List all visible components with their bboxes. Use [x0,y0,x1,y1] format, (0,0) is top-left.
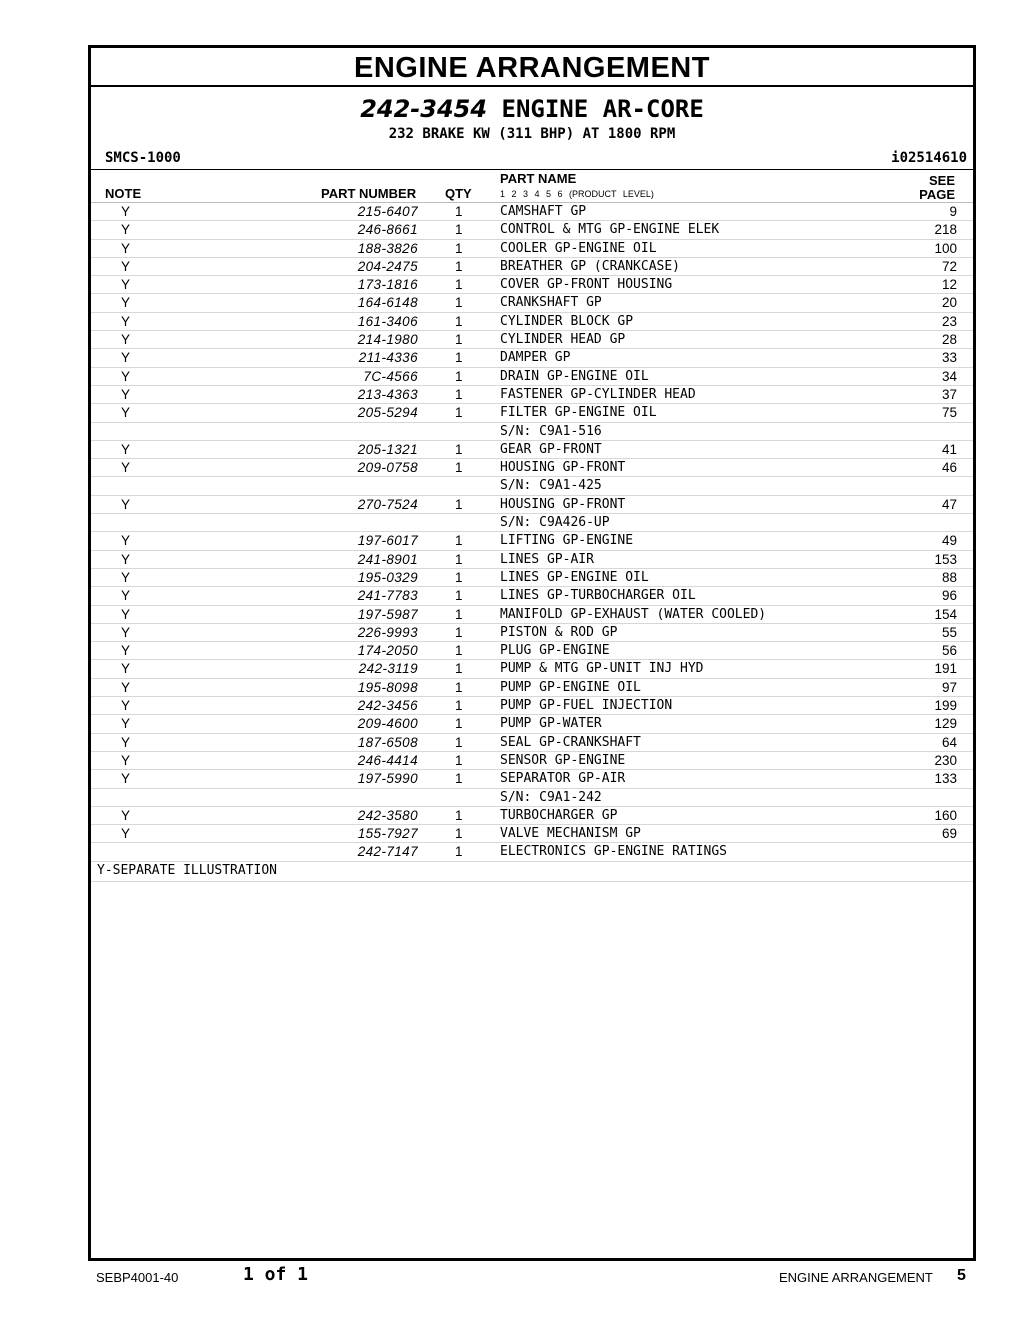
see-page-cell: 72 [941,258,957,274]
table-row [91,221,973,239]
table-row [91,624,973,642]
note-cell: Y [121,277,131,293]
note-cell: Y [121,460,131,476]
note-cell: Y [121,386,131,402]
table-row [91,642,973,660]
part-name-cell: CAMSHAFT GP [500,204,587,219]
qty-cell: 1 [455,460,463,476]
part-number-cell: 209-4600 [357,716,418,732]
table-row [91,459,973,477]
part-number-cell: 7C-4566 [363,368,418,384]
note-cell: Y [121,551,131,567]
part-number-cell: 270-7524 [357,496,418,512]
column-product-level: 1 2 3 4 5 6 (PRODUCT LEVEL) [500,189,654,199]
table-row [91,441,973,459]
note-cell: Y [121,405,131,421]
qty-cell: 1 [455,698,463,714]
qty-cell: 1 [455,332,463,348]
part-number-cell: 241-8901 [357,551,418,567]
qty-cell: 1 [455,295,463,311]
qty-cell: 1 [455,624,463,640]
qty-cell: 1 [455,204,463,219]
part-number-cell: 164-6148 [357,295,418,311]
qty-cell: 1 [455,826,463,842]
qty-cell: 1 [455,222,463,238]
part-name-cell: VALVE MECHANISM GP [500,826,641,842]
column-part-number: PART NUMBER [321,186,417,201]
part-number-cell: 242-3456 [357,698,418,714]
table-row [91,349,973,367]
qty-cell: 1 [455,844,463,860]
note-cell: Y [121,258,131,274]
note-cell: Y [121,606,131,622]
part-name-cell: CRANKSHAFT GP [500,295,602,311]
table-row [91,679,973,697]
page-title: ENGINE ARRANGEMENT [91,48,973,87]
part-name-cell: DAMPER GP [500,350,571,366]
part-name-cell: PUMP GP-FUEL INJECTION [500,698,673,714]
see-page-cell: 69 [941,826,957,842]
qty-cell: 1 [455,496,463,512]
see-page-cell: 41 [941,441,957,457]
note-cell: Y [121,240,131,256]
part-number-cell: 195-0329 [357,569,418,585]
see-page-cell: 37 [941,386,957,402]
note-cell: Y [121,661,131,677]
part-number-cell: 155-7927 [357,826,418,842]
note-cell: Y [121,441,131,457]
assembly-name: ENGINE AR-CORE [501,95,704,123]
part-name-cell: SEAL GP-CRANKSHAFT [500,734,641,750]
qty-cell: 1 [455,368,463,384]
qty-cell: 1 [455,277,463,293]
part-number-cell: 242-7147 [357,844,418,860]
see-page-cell: 75 [941,405,957,421]
qty-cell: 1 [455,569,463,585]
part-name-cell: S/N: C9A426-UP [500,515,610,531]
part-number-cell: 246-4414 [357,752,418,768]
part-name-cell: CYLINDER HEAD GP [500,332,626,348]
table-row [91,258,973,276]
part-number-cell: 205-1321 [357,441,418,457]
table-row [91,368,973,386]
see-page-cell: 56 [941,643,957,659]
table-row [91,514,973,532]
see-page-cell: 100 [934,240,957,256]
note-cell: Y [121,332,131,348]
part-number-cell: 197-6017 [357,533,418,549]
note-cell: Y [121,350,131,366]
table-row [91,313,973,331]
table-row [91,752,973,770]
part-name-cell: LINES GP-AIR [500,551,594,567]
part-name-cell: ELECTRONICS GP-ENGINE RATINGS [500,844,727,860]
qty-cell: 1 [455,716,463,732]
table-row [91,770,973,788]
part-name-cell: GEAR GP-FRONT [500,441,602,457]
qty-cell: 1 [455,441,463,457]
part-name-cell: CYLINDER BLOCK GP [500,313,634,329]
see-page-cell: 88 [941,569,957,585]
see-page-cell: 33 [941,350,957,366]
table-row [91,587,973,605]
part-number-cell: 214-1980 [357,332,418,348]
note-cell: Y [121,734,131,750]
part-number-cell: 215-6407 [357,204,418,219]
table-row [91,404,973,422]
column-note: NOTE [105,186,142,201]
qty-cell: 1 [455,386,463,402]
table-row [91,715,973,733]
see-page-cell: 12 [941,277,957,293]
qty-cell: 1 [455,240,463,256]
qty-cell: 1 [455,661,463,677]
part-number-cell: 242-3119 [358,661,418,677]
see-page-cell: 230 [934,752,957,768]
part-name-cell: S/N: C9A1-516 [500,423,602,439]
qty-cell: 1 [455,551,463,567]
assembly-title [91,95,973,123]
note-cell: Y [121,752,131,768]
table-row [91,807,973,825]
table-row [91,660,973,678]
part-name-cell: LINES GP-TURBOCHARGER OIL [500,588,696,604]
part-name-cell: LIFTING GP-ENGINE [500,533,634,549]
note-cell: Y [121,716,131,732]
table-row [91,551,973,569]
part-number-cell: 173-1816 [357,277,418,293]
note-cell: Y [121,826,131,842]
qty-cell: 1 [455,807,463,823]
part-number-cell: 187-6508 [357,734,418,750]
qty-cell: 1 [455,588,463,604]
see-page-cell: 154 [934,606,957,622]
part-number-cell: 209-0758 [357,460,418,476]
part-name-cell: COVER GP-FRONT HOUSING [500,277,673,293]
part-name-cell: HOUSING GP-FRONT [500,460,626,476]
see-page-cell: 47 [941,496,957,512]
note-cell: Y [121,222,131,238]
table-row [91,606,973,624]
qty-cell: 1 [455,606,463,622]
qty-cell: 1 [455,752,463,768]
table-header [91,169,973,203]
table-row [91,734,973,752]
note-cell: Y [121,588,131,604]
table-row [91,477,973,495]
note-cell: Y [121,295,131,311]
see-page-cell: 9 [949,204,957,219]
table-row [91,331,973,349]
column-page: PAGE [919,187,955,202]
section-name: ENGINE ARRANGEMENT [779,1270,933,1285]
illustration-ref: i02514610 [891,150,967,166]
note-cell: Y [121,698,131,714]
reference-row [91,147,973,169]
table-row [91,276,973,294]
part-name-cell: PUMP GP-ENGINE OIL [500,679,641,695]
part-name-cell: LINES GP-ENGINE OIL [500,569,649,585]
part-name-cell: S/N: C9A1-242 [500,789,602,805]
part-name-cell: HOUSING GP-FRONT [500,496,626,512]
see-page-cell: 20 [941,295,957,311]
see-page-cell: 160 [934,807,957,823]
table-row [91,386,973,404]
engine-rating: 232 BRAKE KW (311 BHP) AT 1800 RPM [388,126,676,142]
qty-cell: 1 [455,350,463,366]
note-cell: Y [121,771,131,787]
note-cell: Y [121,496,131,512]
see-page-cell: 96 [941,588,957,604]
see-page-cell: 23 [941,313,957,329]
table-row [91,789,973,807]
see-page-cell: 55 [941,624,957,640]
note-cell: Y [121,807,131,823]
part-name-cell: COOLER GP-ENGINE OIL [500,240,657,256]
see-page-cell: 218 [934,222,957,238]
part-name-cell: MANIFOLD GP-EXHAUST (WATER COOLED) [500,606,767,622]
part-name-cell: FASTENER GP-CYLINDER HEAD [500,386,696,402]
see-page-cell: 28 [941,332,957,348]
qty-cell: 1 [455,313,463,329]
part-name-cell: SEPARATOR GP-AIR [500,771,626,787]
parts-table-body [91,203,973,862]
part-name-cell: FILTER GP-ENGINE OIL [500,405,657,421]
table-row [91,843,973,861]
see-page-cell: 64 [941,734,957,750]
qty-cell: 1 [455,679,463,695]
note-cell: Y [121,313,131,329]
document-id: SEBP4001-40 [96,1270,179,1285]
see-page-cell: 199 [934,698,957,714]
part-number-cell: 226-9993 [357,624,418,640]
note-cell: Y [121,204,131,219]
note-cell: Y [121,533,131,549]
column-see: SEE [928,173,955,188]
note-cell: Y [121,368,131,384]
part-number-cell: 213-4363 [357,386,418,402]
part-name-cell: PLUG GP-ENGINE [500,643,610,659]
part-name-cell: DRAIN GP-ENGINE OIL [500,368,649,384]
table-row [91,532,973,550]
part-name-cell: TURBOCHARGER GP [500,807,618,823]
page-number: 5 [957,1267,966,1284]
note-cell: Y [121,569,131,585]
see-page-cell: 129 [934,716,957,732]
footnote-row [91,862,973,882]
table-row [91,423,973,441]
part-number-cell: 205-5294 [357,405,418,421]
page-count: 1 of 1 [243,1264,309,1285]
part-name-cell: PUMP GP-WATER [500,716,602,732]
part-number-cell: 246-8661 [357,222,418,238]
note-cell: Y [121,643,131,659]
part-number-cell: 174-2050 [357,643,418,659]
table-row [91,203,973,221]
part-number-cell: 197-5987 [357,606,418,622]
qty-cell: 1 [455,771,463,787]
column-qty: QTY [445,186,472,201]
qty-cell: 1 [455,533,463,549]
see-page-cell: 49 [941,533,957,549]
table-row [91,496,973,514]
note-cell: Y [121,624,131,640]
part-name-cell: SENSOR GP-ENGINE [500,752,626,768]
parts-list-frame [88,45,976,1261]
see-page-cell: 34 [941,368,957,384]
qty-cell: 1 [455,405,463,421]
page-footer [0,1262,1020,1292]
footnote: Y-SEPARATE ILLUSTRATION [97,862,278,878]
column-part-name: PART NAME [500,171,577,186]
qty-cell: 1 [455,643,463,659]
assembly-part-number: 242-3454 [360,95,488,123]
note-cell: Y [121,679,131,695]
see-page-cell: 46 [941,460,957,476]
table-row [91,697,973,715]
part-number-cell: 188-3826 [357,240,418,256]
table-row [91,294,973,312]
part-number-cell: 161-3406 [357,313,418,329]
table-row [91,569,973,587]
smcs-code: SMCS-1000 [105,150,181,166]
see-page-cell: 153 [934,551,957,567]
see-page-cell: 133 [934,771,957,787]
part-number-cell: 195-8098 [357,679,418,695]
part-number-cell: 204-2475 [357,258,418,274]
part-number-cell: 241-7783 [357,588,418,604]
part-name-cell: S/N: C9A1-425 [500,478,602,494]
part-name-cell: PUMP & MTG GP-UNIT INJ HYD [500,661,704,677]
qty-cell: 1 [455,258,463,274]
part-number-cell: 242-3580 [357,807,418,823]
part-name-cell: BREATHER GP (CRANKCASE) [500,258,681,274]
part-number-cell: 197-5990 [357,771,418,787]
table-row [91,240,973,258]
see-page-cell: 97 [941,679,957,695]
qty-cell: 1 [455,734,463,750]
part-name-cell: PISTON & ROD GP [500,624,618,640]
see-page-cell: 191 [934,661,957,677]
part-name-cell: CONTROL & MTG GP-ENGINE ELEK [500,222,720,238]
table-row [91,825,973,843]
part-number-cell: 211-4336 [358,350,418,366]
